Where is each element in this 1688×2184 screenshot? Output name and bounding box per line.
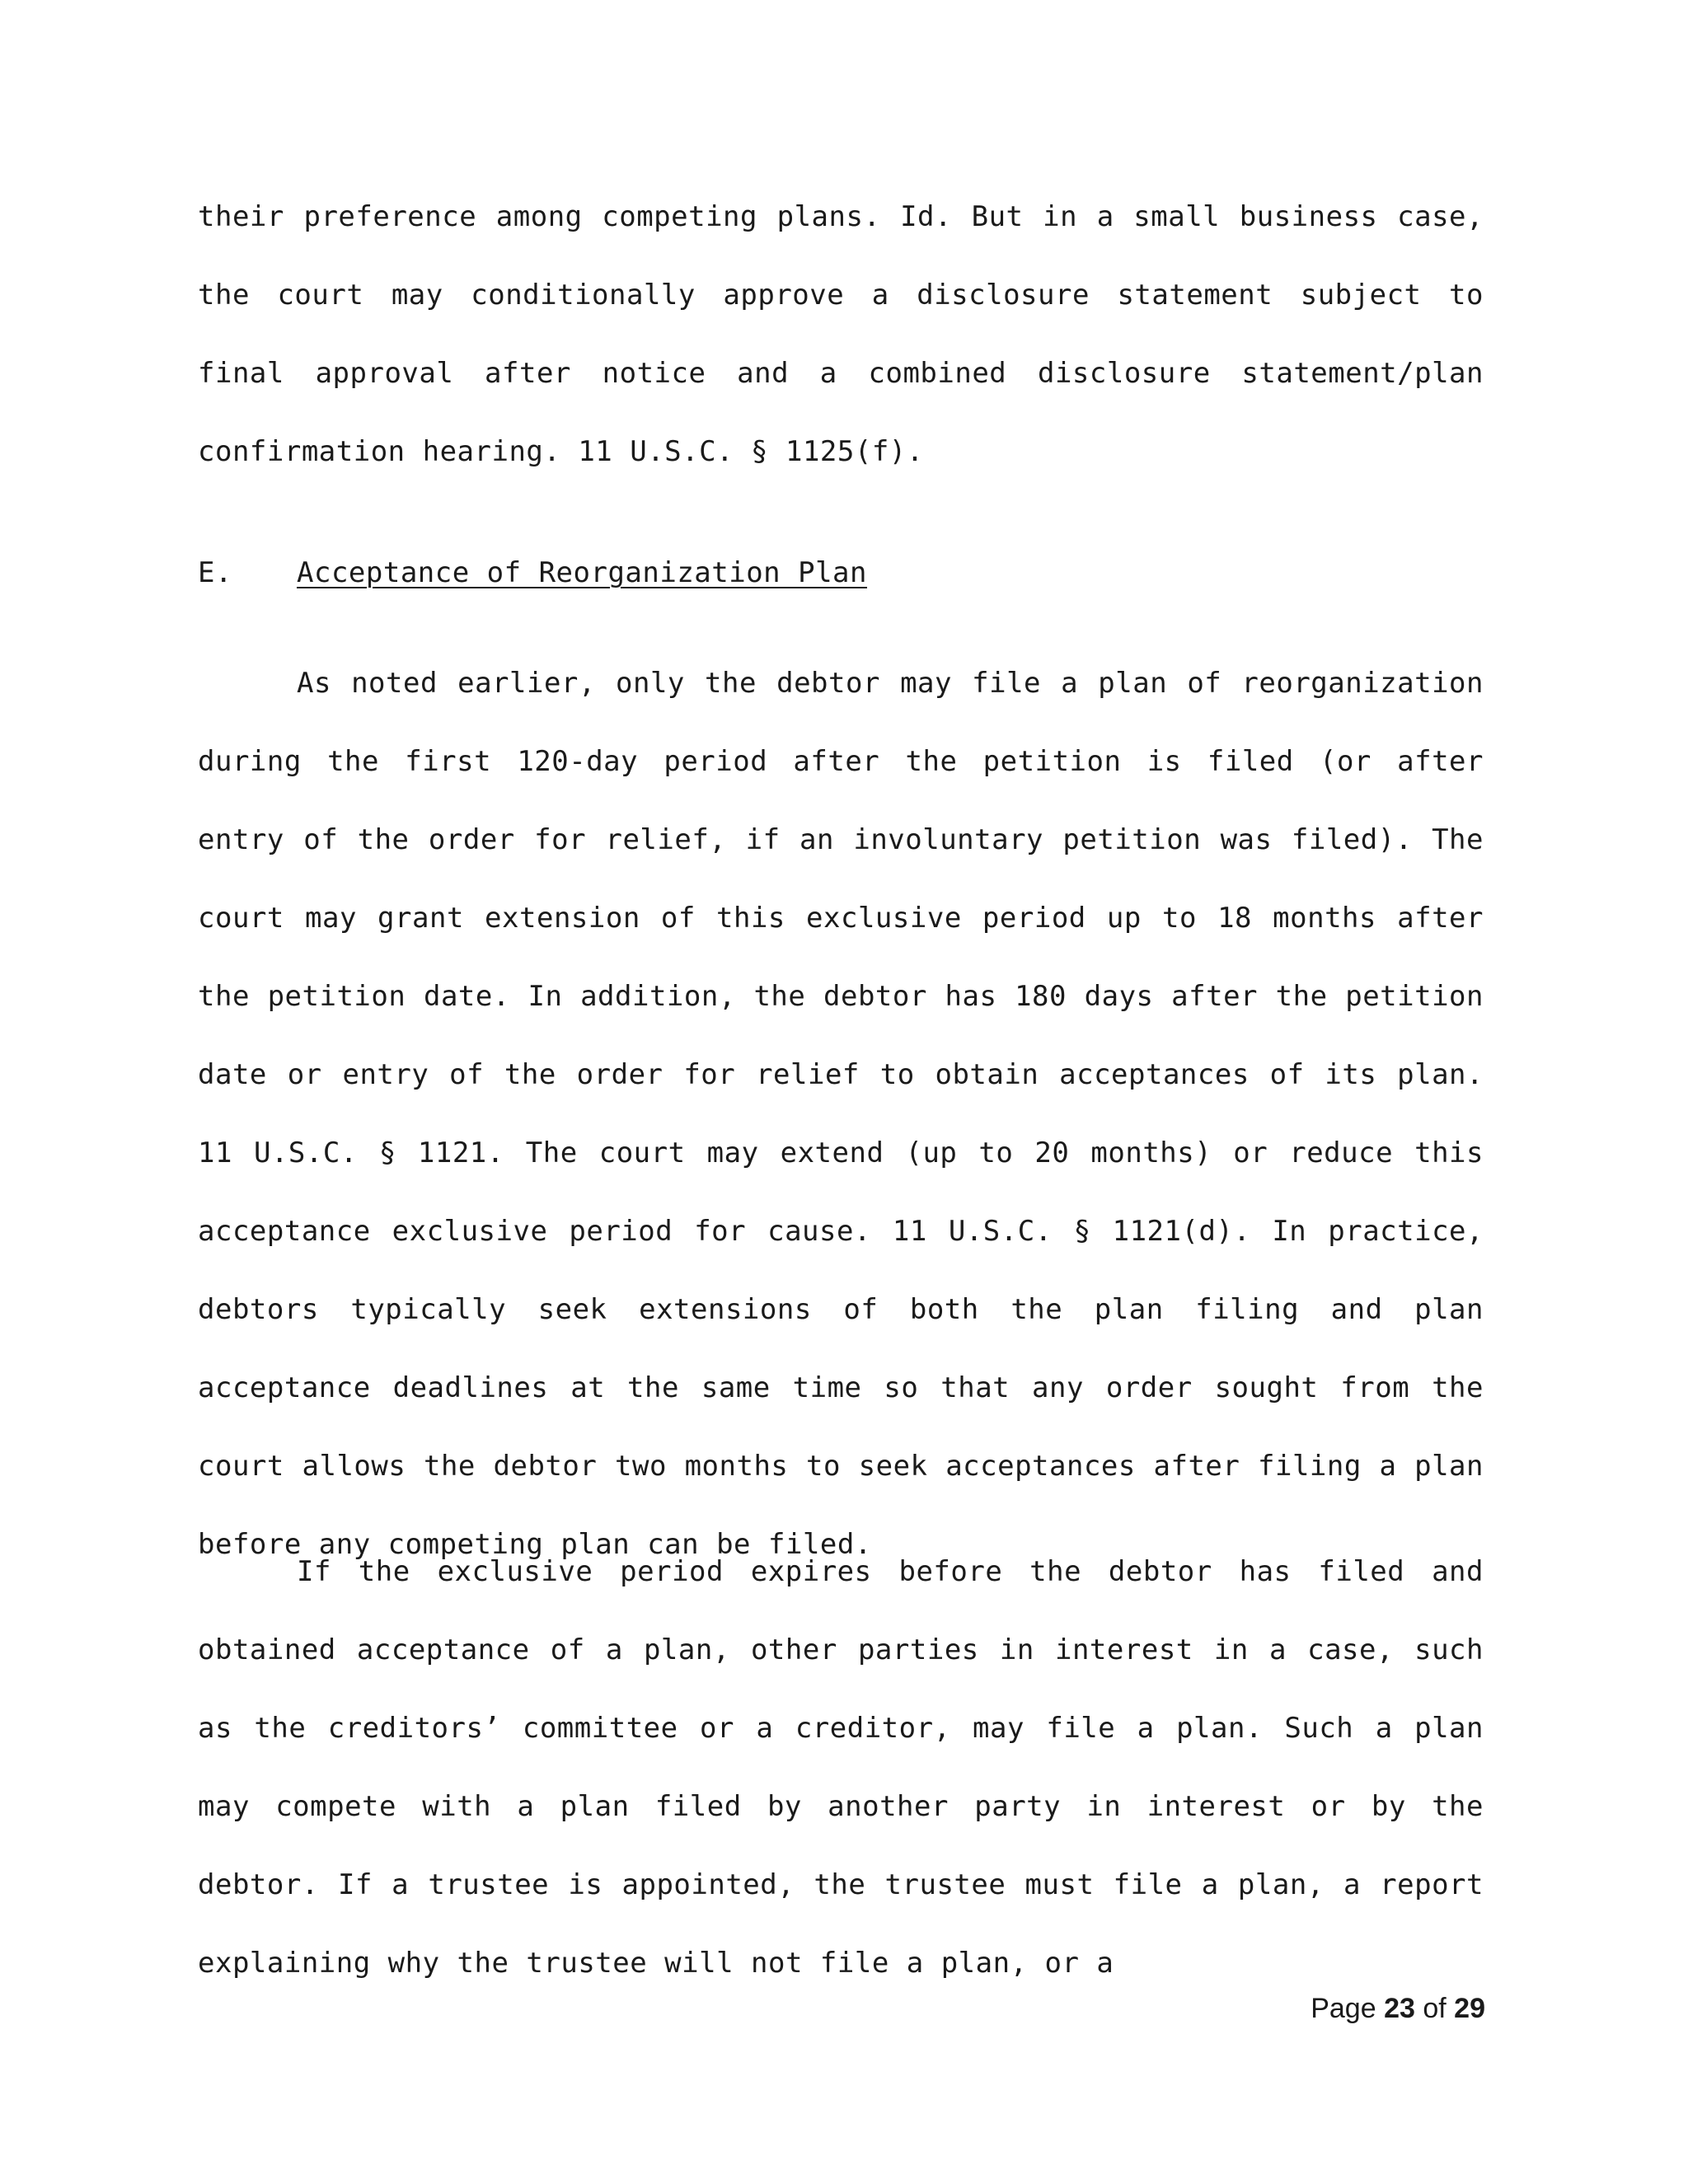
page-number-footer: [1311, 1993, 1485, 2025]
section-title: Acceptance of Reorganization Plan: [297, 556, 868, 589]
paragraph-acceptance-exclusivity: As noted earlier, only the debtor may file a plan of reorganization during the first 120-day period after the petition is filed (or after entry of the order for relief, if an involuntary petition was filed). The court may grant extension of this exclusive period up to 18 months after the petition date. In addition, the debtor has 180 days after the petition date or entry of the order for relief to obtain acceptances of its plan. 11 U.S.C. § 1121. The court may extend (up to 20 months) or reduce this acceptance exclusive period for cause. 11 U.S.C. § 1121(d). In practice, debtors typically seek extensions of both the plan filing and plan acceptance deadlines at the same time so that any order sought from the court allows the debtor two months to seek acceptances after filing a plan before any competing plan can be filed.: [198, 667, 1484, 1561]
page-total: 29: [1454, 1993, 1485, 2024]
paragraph-intro: their preference among competing plans. Id. But in a small business case, the court may conditionally approve a disclosure statement subject to final approval after notice and a combined disclosure statement/plan confirmation hearing. 11 U.S.C. § 1125(f).: [198, 200, 1484, 468]
page-word: Page: [1311, 1993, 1376, 2024]
section-letter: E.: [198, 556, 232, 589]
paragraph-competing-plans: If the exclusive period expires before the debtor has filed and obtained acceptance of a plan, other parties in interest in a case, such as the creditors’ committee or a creditor, may file a plan. Such a plan may compete with a plan filed by another party in interest or by the debtor. If a trustee is appointed, the trustee must file a plan, a report explaining why the trustee will not file a plan, or a: [198, 1555, 1484, 1980]
of-word: of: [1423, 1993, 1447, 2024]
page-current: 23: [1384, 1993, 1415, 2024]
section-heading: [198, 534, 867, 612]
